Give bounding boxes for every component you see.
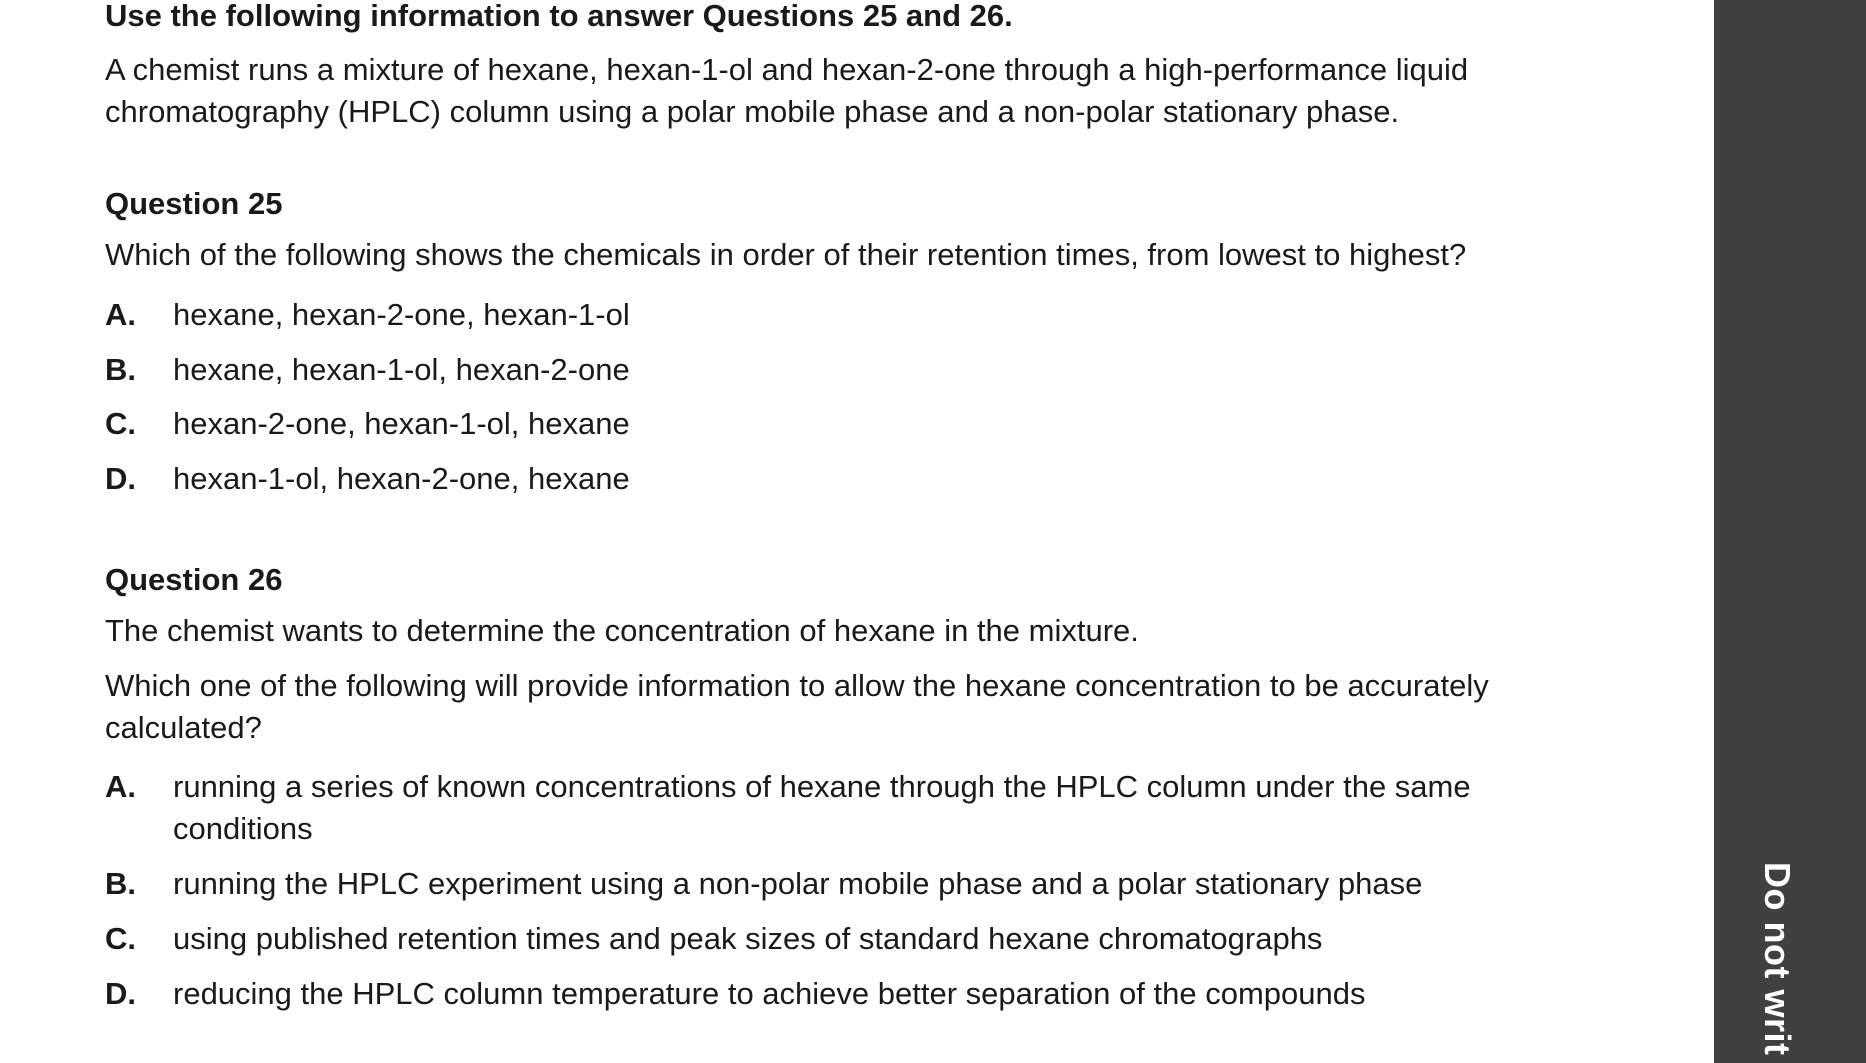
option-letter: C. — [105, 921, 136, 956]
question-26-stem-1: The chemist wants to determine the concentration of hexane in the mixture. — [105, 613, 1139, 648]
question-26-stem-2-line-2: calculated? — [105, 710, 262, 745]
do-not-write-label: Do not writ — [1757, 862, 1798, 1056]
option-letter: A. — [105, 769, 136, 804]
option-text-line-1: running a series of known concentrations of hexane through the HPLC column under the same — [173, 769, 1471, 804]
question-26-stem-2-line-1: Which one of the following will provide information to allow the hexane concentration to be accurately — [105, 668, 1489, 703]
question-25-title: Question 25 — [105, 186, 283, 221]
option-letter: B. — [105, 866, 136, 901]
option-letter: C. — [105, 406, 136, 441]
option-letter: B. — [105, 352, 136, 387]
option-letter: D. — [105, 461, 136, 496]
option-text: hexan-1-ol, hexan-2-one, hexane — [173, 461, 630, 496]
option-text: running the HPLC experiment using a non-polar mobile phase and a polar stationary phase — [173, 866, 1423, 901]
option-text: hexane, hexan-2-one, hexan-1-ol — [173, 297, 630, 332]
question-25-stem: Which of the following shows the chemicals in order of their retention times, from lowest to highest? — [105, 237, 1467, 272]
intro-line-1: A chemist runs a mixture of hexane, hexan-1-ol and hexan-2-one through a high-performance liquid — [105, 52, 1469, 87]
option-text-line-2: conditions — [173, 811, 313, 846]
option-letter: A. — [105, 297, 136, 332]
intro-line-2: chromatography (HPLC) column using a polar mobile phase and a non-polar stationary phase. — [105, 94, 1400, 129]
option-text: using published retention times and peak sizes of standard hexane chromatographs — [173, 921, 1323, 956]
intro-heading: Use the following information to answer Questions 25 and 26. — [105, 0, 1013, 33]
option-text: hexane, hexan-1-ol, hexan-2-one — [173, 352, 630, 387]
question-26-title: Question 26 — [105, 562, 283, 597]
option-text: reducing the HPLC column temperature to achieve better separation of the compounds — [173, 976, 1366, 1011]
option-letter: D. — [105, 976, 136, 1011]
option-text: hexan-2-one, hexan-1-ol, hexane — [173, 406, 630, 441]
